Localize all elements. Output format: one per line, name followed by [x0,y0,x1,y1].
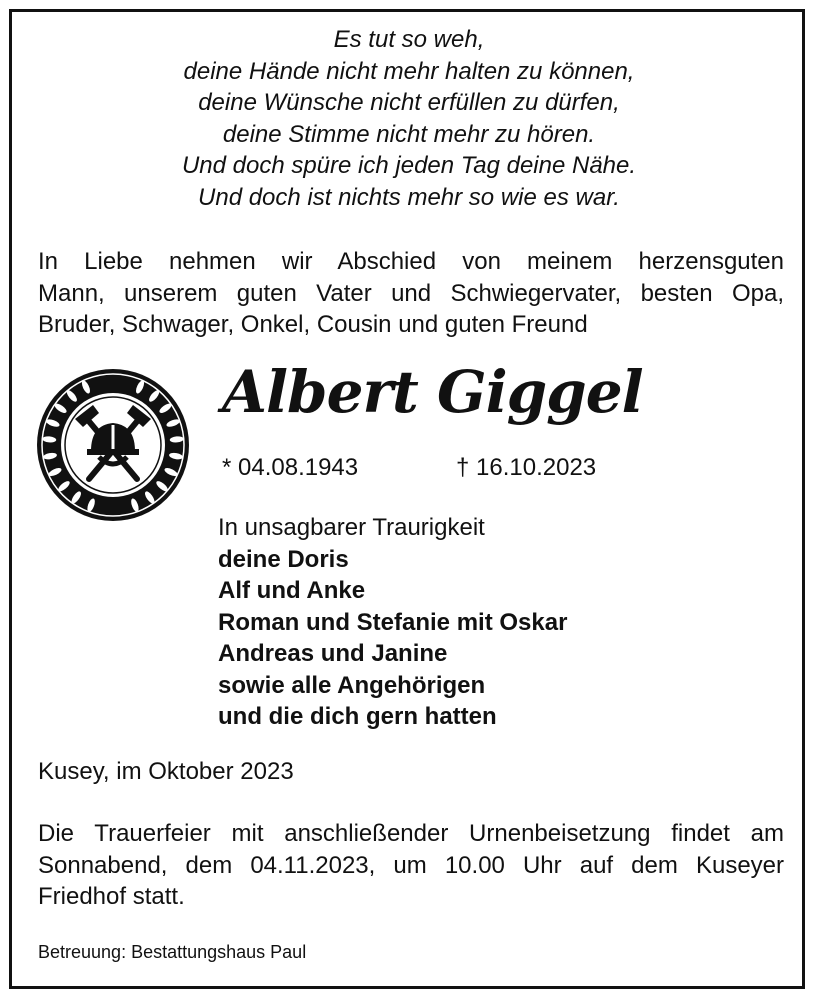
poem-line: Und doch spüre ich jeden Tag deine Nähe. [181,152,637,179]
birth-date: * 04.08.1943 [222,454,359,481]
intro-line: In Liebe nehmen wir Abschied von meinem herzensguten [38,248,784,275]
poem-line: Und doch ist nichts mehr so wie es war. [198,183,620,211]
mourner-name: und die dich gern hatten [218,703,497,730]
mourners-block [218,512,567,733]
service-info [38,818,784,913]
funeral-home-credit: Betreuung: Bestattungshaus Paul [38,942,307,962]
service-line: Sonnabend, dem 04.11.2023, um 10.00 Uhr auf dem Kuseyer [38,851,784,879]
intro-text [38,246,784,341]
mourners-heading: In unsagbarer Traurigkeit [218,514,485,541]
mourner-name: sowie alle Angehörigen [218,671,486,699]
intro-line: Bruder, Schwager, Onkel, Cousin und guten Freund [38,311,588,338]
poem-line: deine Hände nicht mehr halten zu können, [183,57,635,85]
poem-line: Es tut so weh, [333,26,485,53]
mourner-name: Roman und Stefanie mit Oskar [218,608,568,636]
mourner-name: deine Doris [218,545,349,573]
poem-line: deine Stimme nicht mehr zu hören. [222,120,596,148]
poem [0,24,818,213]
intro-line: Mann, unserem guten Vater und Schwiegervater, besten Opa, [38,279,784,307]
mourner-name: Alf und Anke [218,577,366,604]
mourner-name: Andreas und Janine [218,640,448,667]
poem-line: deine Wünsche nicht erfüllen zu dürfen, [198,89,620,116]
service-line: Die Trauerfeier mit anschließender Urnenbeisetzung findet am [38,820,784,847]
death-date: † 16.10.2023 [456,454,597,481]
place-date: Kusey, im Oktober 2023 [38,758,294,785]
deceased-name: Albert Giggel [222,358,643,426]
service-line: Friedhof statt. [38,883,185,910]
firefighter-emblem-icon [35,367,191,523]
